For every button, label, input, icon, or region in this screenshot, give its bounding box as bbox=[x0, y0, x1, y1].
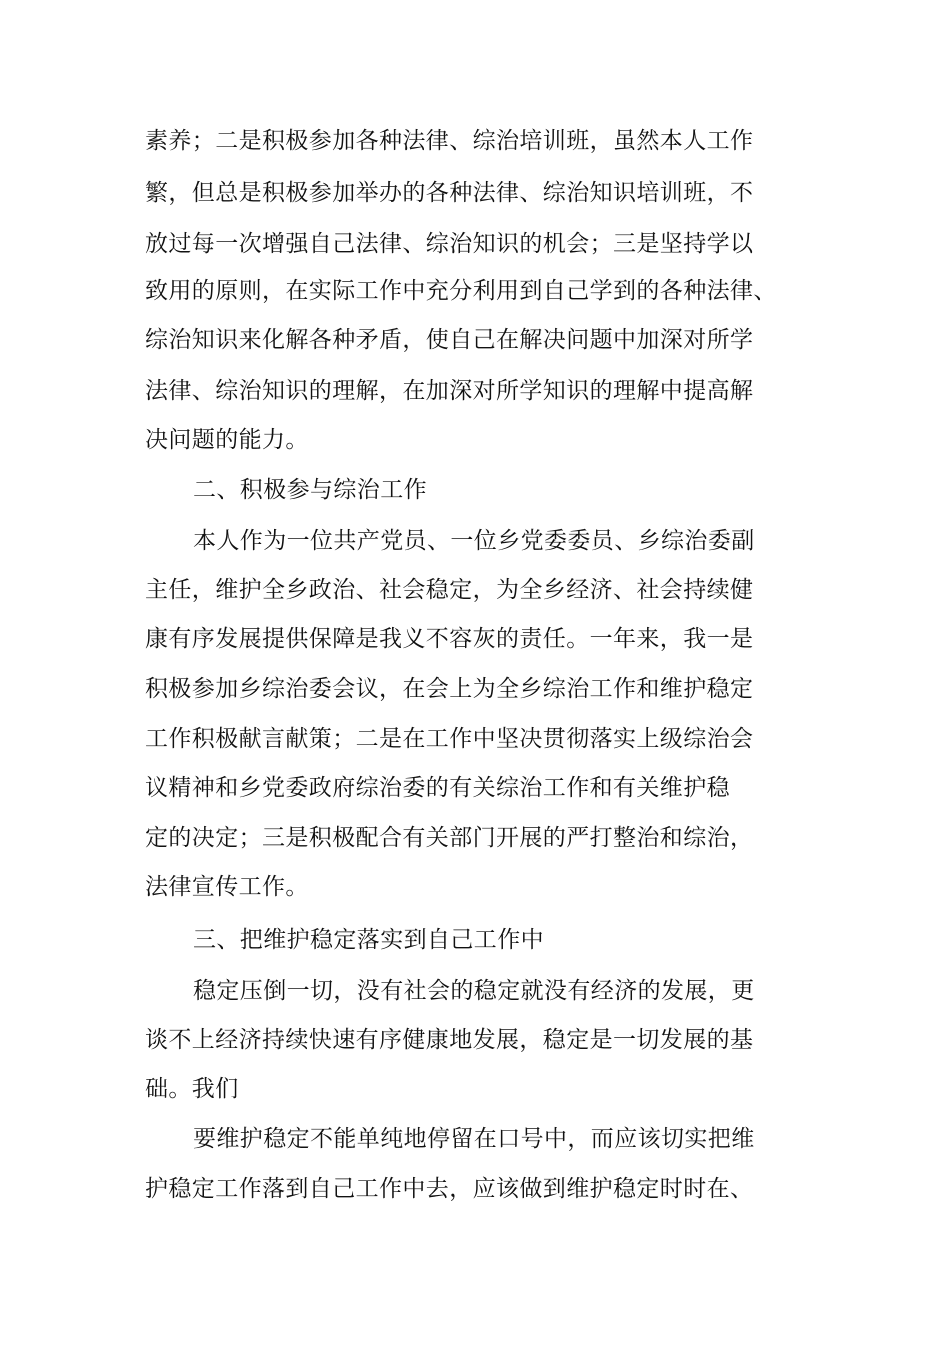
section-heading-2: 二、积极参与综治工作 bbox=[193, 477, 427, 503]
paragraph-3-line-2: 谈不上经济持续快速有序健康地发展，稳定是一切发展的基 bbox=[145, 1027, 754, 1053]
paragraph-2-line-5: 工作积极献言献策；二是在工作中坚决贯彻落实上级综治会 bbox=[145, 726, 754, 752]
paragraph-2-line-4: 积极参加乡综治委会议，在会上为全乡综治工作和维护稳定 bbox=[145, 676, 754, 702]
paragraph-3-line-3: 础。我们 bbox=[145, 1076, 239, 1102]
paragraph-4-line-1: 要维护稳定不能单纯地停留在口号中，而应该切实把维 bbox=[193, 1126, 755, 1152]
paragraph-4-line-2: 护稳定工作落到自己工作中去，应该做到维护稳定时时在、 bbox=[145, 1176, 754, 1202]
paragraph-1-line-1: 素养；二是积极参加各种法律、综治培训班，虽然本人工作 bbox=[145, 128, 754, 154]
paragraph-1-line-4: 致用的原则，在实际工作中充分利用到自己学到的各种法律、 bbox=[145, 278, 777, 304]
paragraph-3-line-1: 稳定压倒一切，没有社会的稳定就没有经济的发展，更 bbox=[193, 978, 755, 1004]
paragraph-1-line-5: 综治知识来化解各种矛盾，使自己在解决问题中加深对所学 bbox=[145, 327, 754, 353]
paragraph-2-line-1: 本人作为一位共产党员、一位乡党委委员、乡综治委副 bbox=[193, 528, 755, 554]
paragraph-2-line-8: 法律宣传工作。 bbox=[145, 874, 309, 900]
paragraph-2-line-6: 议精神和乡党委政府综治委的有关综治工作和有关维护稳 bbox=[145, 775, 730, 801]
paragraph-2-line-3: 康有序发展提供保障是我义不容灰的责任。一年来，我一是 bbox=[145, 626, 754, 652]
paragraph-1-line-7: 决问题的能力。 bbox=[145, 427, 309, 453]
paragraph-1-line-3: 放过每一次增强自己法律、综治知识的机会；三是坚持学以 bbox=[145, 231, 754, 257]
paragraph-1-line-6: 法律、综治知识的理解，在加深对所学知识的理解中提高解 bbox=[145, 378, 754, 404]
section-heading-3: 三、把维护稳定落实到自己工作中 bbox=[193, 927, 544, 953]
paragraph-1-line-2: 繁，但总是积极参加举办的各种法律、综治知识培训班，不 bbox=[145, 180, 754, 206]
paragraph-2-line-2: 主任，维护全乡政治、社会稳定，为全乡经济、社会持续健 bbox=[145, 577, 754, 603]
paragraph-2-line-7: 定的决定；三是积极配合有关部门开展的严打整治和综治， bbox=[145, 825, 754, 851]
